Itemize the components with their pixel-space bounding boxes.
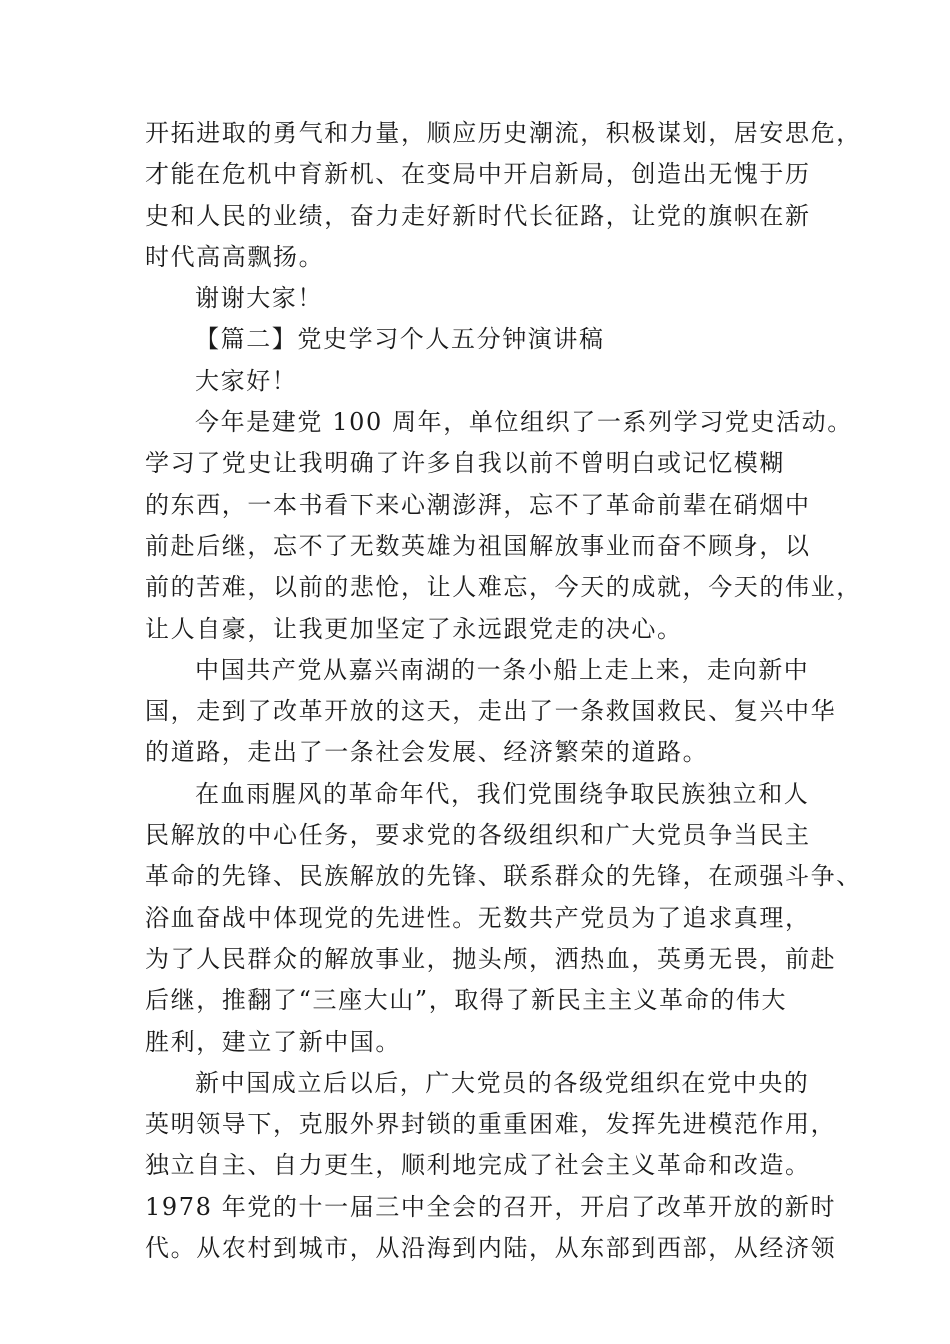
section-heading: 【篇二】党史学习个人五分钟演讲稿 <box>195 325 605 354</box>
text-line: 让人自豪，让我更加坚定了永远跟党走的决心。 <box>145 614 683 643</box>
paragraph-start: 在血雨腥风的革命年代，我们党围绕争取民族独立和人 <box>195 779 810 808</box>
text-line: 独立自主、自力更生，顺利地完成了社会主义革命和改造。 <box>145 1151 811 1180</box>
text-line: 史和人民的业绩，奋力走好新时代长征路，让党的旗帜在新 <box>145 201 811 230</box>
paragraph-start: 今年是建党 100 周年，单位组织了一系列学习党史活动。 <box>195 408 853 437</box>
text-line: 前赴后继，忘不了无数英雄为祖国解放事业而奋不顾身，以 <box>145 531 811 560</box>
text-line: 前的苦难，以前的悲怆，让人难忘，今天的成就，今天的伟业， <box>145 573 862 602</box>
text-line: 的道路，走出了一条社会发展、经济繁荣的道路。 <box>145 738 709 767</box>
text-line: 革命的先锋、民族解放的先锋、联系群众的先锋，在顽强斗争、 <box>145 862 862 891</box>
text-line: 开拓进取的勇气和力量，顺应历史潮流，积极谋划，居安思危， <box>145 119 862 147</box>
text-line: 国，走到了改革开放的这天，走出了一条救国救民、复兴中华 <box>145 697 837 726</box>
paragraph-start: 新中国成立后以后，广大党员的各级党组织在党中央的 <box>195 1068 810 1097</box>
text-line: 时代高高飘扬。 <box>145 242 325 271</box>
text-line: 才能在危机中育新机、在变局中开启新局，创造出无愧于历 <box>145 160 811 189</box>
text-line: 浴血奋战中体现党的先进性。无数共产党员为了追求真理， <box>145 903 811 932</box>
paragraph-start: 中国共产党从嘉兴南湖的一条小船上走上来，走向新中 <box>195 655 810 684</box>
text-line: 民解放的中心任务，要求党的各级组织和广大党员争当民主 <box>145 821 811 850</box>
text-line: 英明领导下，克服外界封锁的重重困难，发挥先进模范作用， <box>145 1110 837 1139</box>
text-line: 的东西，一本书看下来心潮澎湃，忘不了革命前辈在硝烟中 <box>145 490 811 519</box>
closing-thanks: 谢谢大家！ <box>195 284 323 313</box>
text-line: 代。从农村到城市，从沿海到内陆，从东部到西部，从经济领 <box>145 1234 837 1263</box>
greeting: 大家好！ <box>195 366 298 395</box>
text-line: 为了人民群众的解放事业，抛头颅，洒热血，英勇无畏，前赴 <box>145 944 837 973</box>
text-line: 学习了党史让我明确了许多自我以前不曾明白或记忆模糊 <box>145 449 785 478</box>
document-page <box>145 113 862 1269</box>
text-line: 胜利，建立了新中国。 <box>145 1027 401 1056</box>
text-line: 后继，推翻了“三座大山”，取得了新民主主义革命的伟大 <box>145 986 788 1015</box>
text-line: 1978 年党的十一届三中全会的召开，开启了改革开放的新时 <box>145 1192 837 1221</box>
